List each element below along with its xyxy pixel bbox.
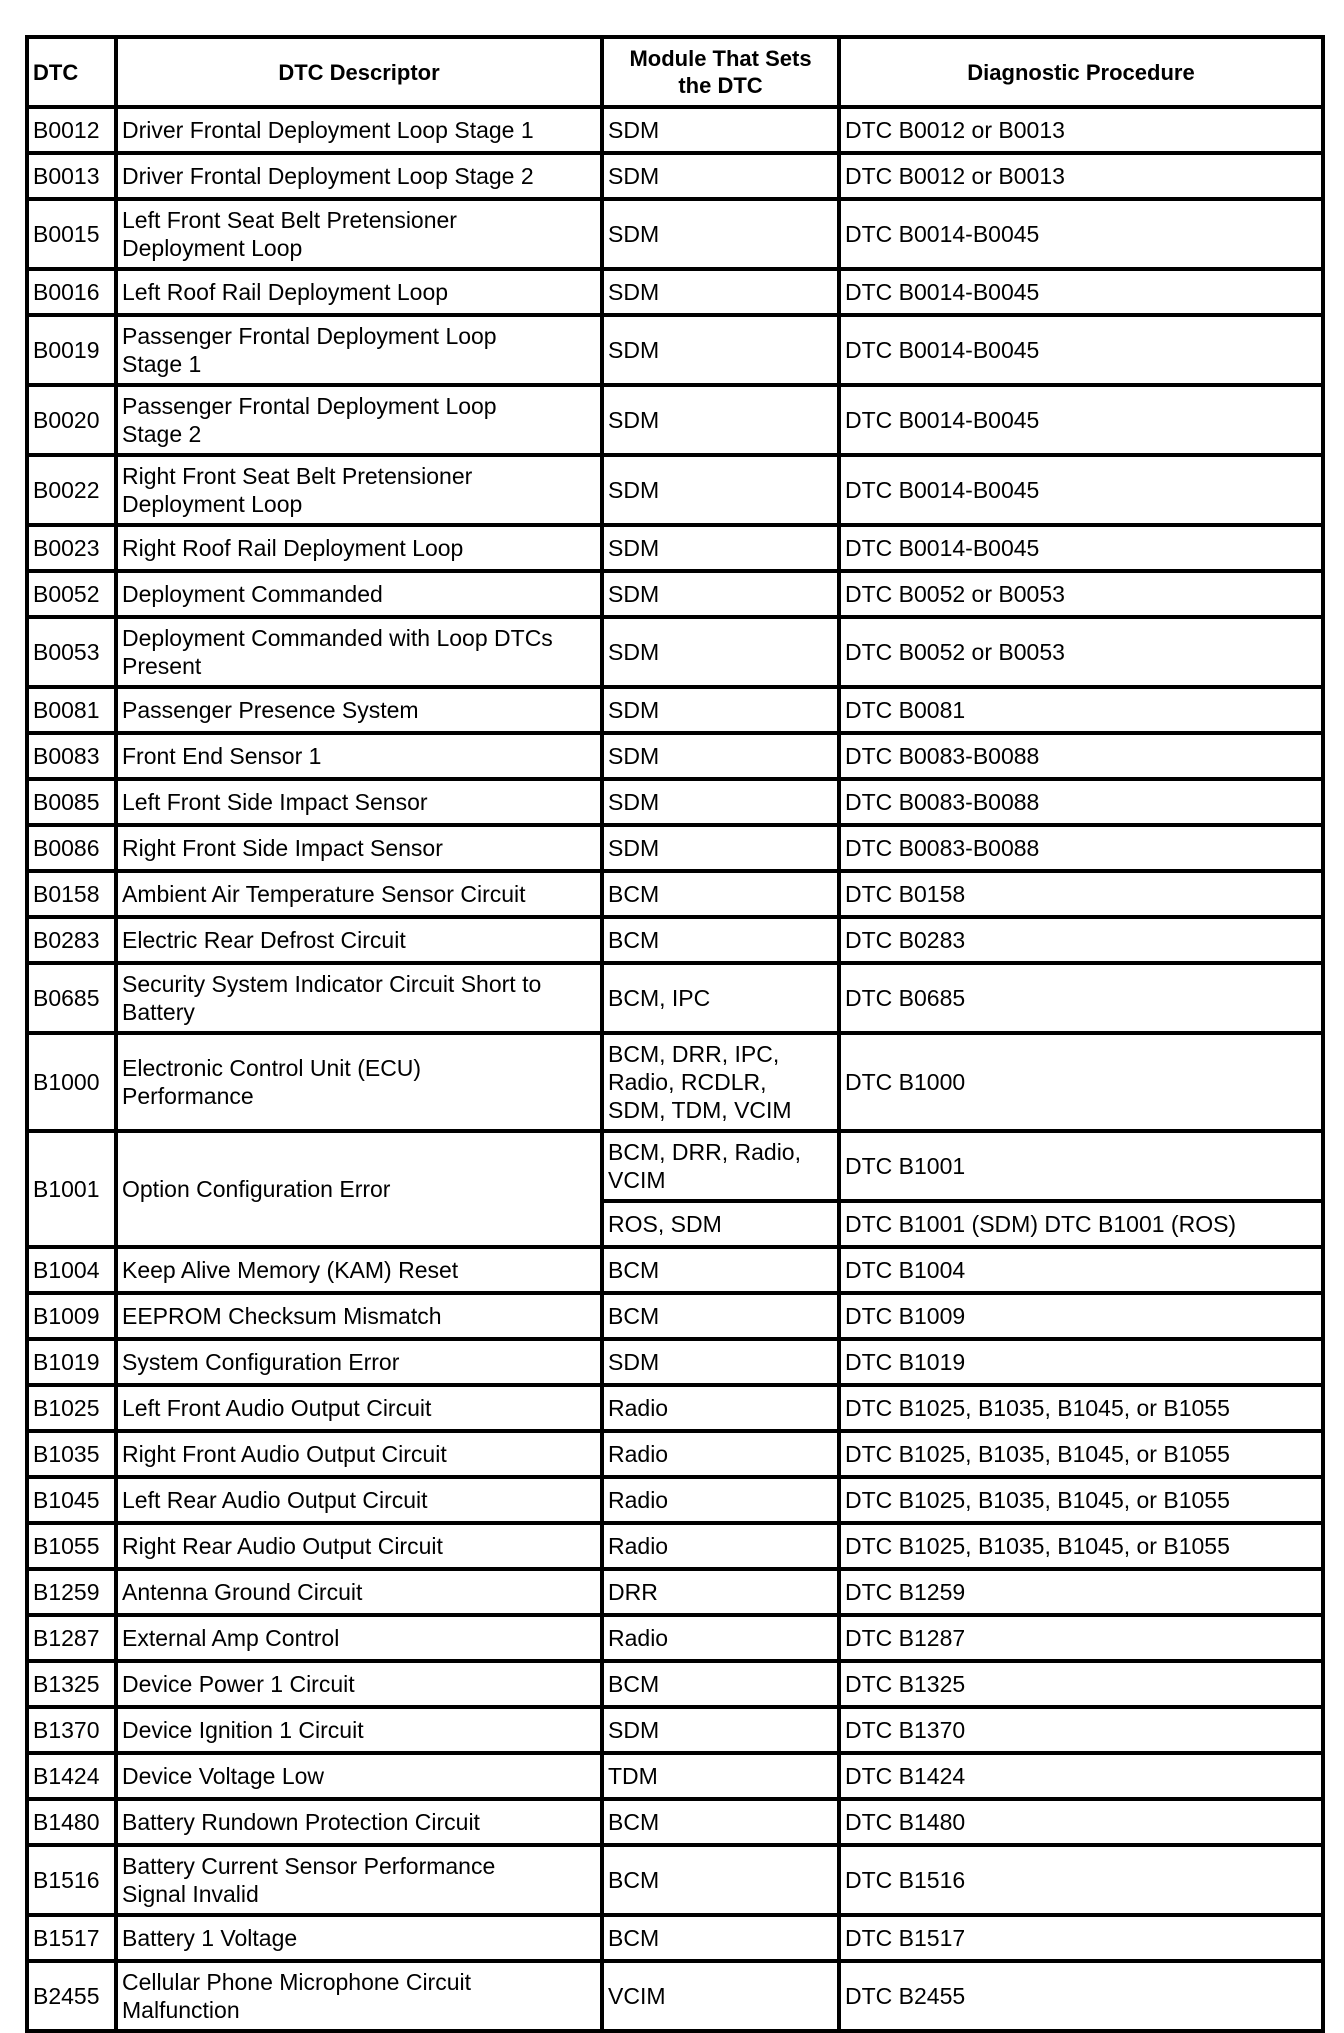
diagnostic-procedure: DTC B0052 or B0053	[839, 571, 1323, 617]
dtc-descriptor: Passenger Frontal Deployment Loop Stage 1	[116, 315, 602, 385]
table-header-row	[27, 37, 1323, 107]
table-row	[27, 1339, 1323, 1385]
module: SDM	[602, 1707, 839, 1753]
dtc-descriptor: Right Front Audio Output Circuit	[116, 1431, 602, 1477]
table-row	[27, 917, 1323, 963]
table-row	[27, 1799, 1323, 1845]
table-row	[27, 1961, 1323, 2031]
module: SDM	[602, 733, 839, 779]
dtc-descriptor: Driver Frontal Deployment Loop Stage 1	[116, 107, 602, 153]
dtc-descriptor: Left Roof Rail Deployment Loop	[116, 269, 602, 315]
diagnostic-procedure: DTC B1516	[839, 1845, 1323, 1915]
module: BCM	[602, 1799, 839, 1845]
module: DRR	[602, 1569, 839, 1615]
diagnostic-procedure: DTC B0014-B0045	[839, 525, 1323, 571]
dtc-descriptor: Passenger Presence System	[116, 687, 602, 733]
table-row	[27, 1569, 1323, 1615]
diagnostic-procedure: DTC B1025, B1035, B1045, or B1055	[839, 1431, 1323, 1477]
module: Radio	[602, 1477, 839, 1523]
table-row	[27, 1661, 1323, 1707]
dtc-descriptor: Device Voltage Low	[116, 1753, 602, 1799]
dtc-code: B0086	[27, 825, 116, 871]
table-row	[27, 733, 1323, 779]
dtc-descriptor: Right Front Seat Belt Pretensioner Deployment Loop	[116, 455, 602, 525]
diagnostic-procedure: DTC B0014-B0045	[839, 199, 1323, 269]
module: SDM	[602, 199, 839, 269]
diagnostic-procedure: DTC B1287	[839, 1615, 1323, 1661]
module: BCM	[602, 1293, 839, 1339]
diagnostic-procedure: DTC B0081	[839, 687, 1323, 733]
diagnostic-procedure: DTC B0083-B0088	[839, 779, 1323, 825]
module: VCIM	[602, 1961, 839, 2031]
dtc-code: B1287	[27, 1615, 116, 1661]
dtc-code: B1019	[27, 1339, 116, 1385]
dtc-code: B2455	[27, 1961, 116, 2031]
diagnostic-procedure: DTC B1424	[839, 1753, 1323, 1799]
dtc-descriptor: EEPROM Checksum Mismatch	[116, 1293, 602, 1339]
table-row	[27, 315, 1323, 385]
module: BCM	[602, 1661, 839, 1707]
header-dtc: DTC	[27, 37, 116, 107]
dtc-code: B1325	[27, 1661, 116, 1707]
dtc-code: B1370	[27, 1707, 116, 1753]
dtc-descriptor: Right Rear Audio Output Circuit	[116, 1523, 602, 1569]
module: SDM	[602, 269, 839, 315]
table-row	[27, 1845, 1323, 1915]
table-row	[27, 779, 1323, 825]
diagnostic-procedure: DTC B1009	[839, 1293, 1323, 1339]
dtc-code: B0283	[27, 917, 116, 963]
diagnostic-procedure: DTC B0685	[839, 963, 1323, 1033]
dtc-table	[25, 35, 1325, 2033]
dtc-descriptor: Electric Rear Defrost Circuit	[116, 917, 602, 963]
table-row	[27, 1247, 1323, 1293]
dtc-code: B1001	[27, 1131, 116, 1247]
table-row	[27, 1753, 1323, 1799]
dtc-code: B1009	[27, 1293, 116, 1339]
dtc-code: B1517	[27, 1915, 116, 1961]
dtc-code: B0158	[27, 871, 116, 917]
module: Radio	[602, 1523, 839, 1569]
module: SDM	[602, 825, 839, 871]
module: Radio	[602, 1431, 839, 1477]
dtc-descriptor: Security System Indicator Circuit Short to Battery	[116, 963, 602, 1033]
diagnostic-procedure: DTC B0158	[839, 871, 1323, 917]
module: BCM	[602, 1247, 839, 1293]
module: SDM	[602, 107, 839, 153]
dtc-code: B1259	[27, 1569, 116, 1615]
dtc-code: B1004	[27, 1247, 116, 1293]
dtc-descriptor: Option Configuration Error	[116, 1131, 602, 1247]
dtc-code: B0685	[27, 963, 116, 1033]
dtc-code: B0023	[27, 525, 116, 571]
diagnostic-procedure: DTC B1025, B1035, B1045, or B1055	[839, 1385, 1323, 1431]
module: SDM	[602, 571, 839, 617]
table-row	[27, 269, 1323, 315]
module: SDM	[602, 617, 839, 687]
dtc-descriptor: Left Front Seat Belt Pretensioner Deployment Loop	[116, 199, 602, 269]
dtc-code: B1055	[27, 1523, 116, 1569]
table-row	[27, 1131, 1323, 1201]
dtc-descriptor: Cellular Phone Microphone Circuit Malfunction	[116, 1961, 602, 2031]
module: SDM	[602, 779, 839, 825]
diagnostic-procedure: DTC B0014-B0045	[839, 315, 1323, 385]
dtc-descriptor: System Configuration Error	[116, 1339, 602, 1385]
dtc-descriptor: Front End Sensor 1	[116, 733, 602, 779]
table-body	[27, 107, 1323, 2031]
module: SDM	[602, 687, 839, 733]
module: BCM	[602, 1915, 839, 1961]
module: SDM	[602, 153, 839, 199]
dtc-descriptor: Left Front Side Impact Sensor	[116, 779, 602, 825]
diagnostic-procedure: DTC B1370	[839, 1707, 1323, 1753]
table-row	[27, 1033, 1323, 1131]
module: Radio	[602, 1615, 839, 1661]
dtc-code: B0083	[27, 733, 116, 779]
diagnostic-procedure: DTC B0283	[839, 917, 1323, 963]
dtc-descriptor: Passenger Frontal Deployment Loop Stage 2	[116, 385, 602, 455]
table-row	[27, 687, 1323, 733]
diagnostic-procedure: DTC B1001	[839, 1131, 1323, 1201]
dtc-descriptor: Battery 1 Voltage	[116, 1915, 602, 1961]
dtc-descriptor: Right Front Side Impact Sensor	[116, 825, 602, 871]
diagnostic-procedure: DTC B0083-B0088	[839, 825, 1323, 871]
table-row	[27, 455, 1323, 525]
table-row	[27, 385, 1323, 455]
diagnostic-procedure: DTC B1019	[839, 1339, 1323, 1385]
diagnostic-procedure: DTC B0014-B0045	[839, 455, 1323, 525]
dtc-descriptor: Deployment Commanded with Loop DTCs Present	[116, 617, 602, 687]
dtc-descriptor: Device Power 1 Circuit	[116, 1661, 602, 1707]
dtc-code: B0053	[27, 617, 116, 687]
dtc-code: B0019	[27, 315, 116, 385]
table-row	[27, 871, 1323, 917]
header-module: Module That Sets the DTC	[602, 37, 839, 107]
module: BCM, IPC	[602, 963, 839, 1033]
dtc-code: B0081	[27, 687, 116, 733]
dtc-code: B1480	[27, 1799, 116, 1845]
diagnostic-procedure: DTC B0014-B0045	[839, 269, 1323, 315]
diagnostic-procedure: DTC B0012 or B0013	[839, 107, 1323, 153]
dtc-descriptor: Device Ignition 1 Circuit	[116, 1707, 602, 1753]
module: SDM	[602, 1339, 839, 1385]
diagnostic-procedure: DTC B0012 or B0013	[839, 153, 1323, 199]
diagnostic-procedure: DTC B2455	[839, 1961, 1323, 2031]
dtc-descriptor: Battery Current Sensor Performance Signal Invalid	[116, 1845, 602, 1915]
diagnostic-procedure: DTC B1025, B1035, B1045, or B1055	[839, 1477, 1323, 1523]
dtc-descriptor: Left Rear Audio Output Circuit	[116, 1477, 602, 1523]
dtc-code: B0016	[27, 269, 116, 315]
diagnostic-procedure: DTC B0052 or B0053	[839, 617, 1323, 687]
dtc-code: B0022	[27, 455, 116, 525]
table-row	[27, 1915, 1323, 1961]
table-row	[27, 107, 1323, 153]
diagnostic-procedure: DTC B1004	[839, 1247, 1323, 1293]
dtc-code: B0015	[27, 199, 116, 269]
dtc-descriptor: Electronic Control Unit (ECU) Performance	[116, 1033, 602, 1131]
table-row	[27, 199, 1323, 269]
dtc-descriptor: Deployment Commanded	[116, 571, 602, 617]
module: BCM	[602, 917, 839, 963]
diagnostic-procedure: DTC B1325	[839, 1661, 1323, 1707]
table-row	[27, 1523, 1323, 1569]
diagnostic-procedure: DTC B1259	[839, 1569, 1323, 1615]
dtc-code: B0020	[27, 385, 116, 455]
dtc-code: B1516	[27, 1845, 116, 1915]
module: BCM	[602, 1845, 839, 1915]
table-row	[27, 525, 1323, 571]
diagnostic-procedure: DTC B1000	[839, 1033, 1323, 1131]
dtc-descriptor: Driver Frontal Deployment Loop Stage 2	[116, 153, 602, 199]
diagnostic-procedure: DTC B1025, B1035, B1045, or B1055	[839, 1523, 1323, 1569]
dtc-code: B1045	[27, 1477, 116, 1523]
dtc-descriptor: Left Front Audio Output Circuit	[116, 1385, 602, 1431]
dtc-descriptor: Keep Alive Memory (KAM) Reset	[116, 1247, 602, 1293]
table-row	[27, 617, 1323, 687]
dtc-descriptor: Ambient Air Temperature Sensor Circuit	[116, 871, 602, 917]
module: SDM	[602, 455, 839, 525]
dtc-descriptor: Antenna Ground Circuit	[116, 1569, 602, 1615]
dtc-descriptor: External Amp Control	[116, 1615, 602, 1661]
table-row	[27, 571, 1323, 617]
diagnostic-procedure: DTC B1480	[839, 1799, 1323, 1845]
diagnostic-procedure: DTC B0014-B0045	[839, 385, 1323, 455]
table-row	[27, 1615, 1323, 1661]
dtc-code: B1025	[27, 1385, 116, 1431]
module: TDM	[602, 1753, 839, 1799]
table-row	[27, 1431, 1323, 1477]
dtc-code: B0013	[27, 153, 116, 199]
header-diagnostic-procedure: Diagnostic Procedure	[839, 37, 1323, 107]
table-row	[27, 1385, 1323, 1431]
table-row	[27, 1707, 1323, 1753]
module: Radio	[602, 1385, 839, 1431]
diagnostic-procedure: DTC B1517	[839, 1915, 1323, 1961]
module: BCM, DRR, IPC, Radio, RCDLR, SDM, TDM, VCIM	[602, 1033, 839, 1131]
module: ROS, SDM	[602, 1201, 839, 1247]
diagnostic-procedure: DTC B1001 (SDM) DTC B1001 (ROS)	[839, 1201, 1323, 1247]
dtc-descriptor: Right Roof Rail Deployment Loop	[116, 525, 602, 571]
diagnostic-procedure: DTC B0083-B0088	[839, 733, 1323, 779]
module: SDM	[602, 315, 839, 385]
module: SDM	[602, 525, 839, 571]
table-row	[27, 963, 1323, 1033]
header-dtc-descriptor: DTC Descriptor	[116, 37, 602, 107]
dtc-code: B0012	[27, 107, 116, 153]
table-row	[27, 1293, 1323, 1339]
dtc-code: B1000	[27, 1033, 116, 1131]
module: BCM, DRR, Radio, VCIM	[602, 1131, 839, 1201]
table-row	[27, 153, 1323, 199]
table-row	[27, 1477, 1323, 1523]
table-row	[27, 825, 1323, 871]
dtc-code: B1035	[27, 1431, 116, 1477]
dtc-code: B0085	[27, 779, 116, 825]
module: BCM	[602, 871, 839, 917]
dtc-descriptor: Battery Rundown Protection Circuit	[116, 1799, 602, 1845]
dtc-code: B1424	[27, 1753, 116, 1799]
module: SDM	[602, 385, 839, 455]
dtc-code: B0052	[27, 571, 116, 617]
